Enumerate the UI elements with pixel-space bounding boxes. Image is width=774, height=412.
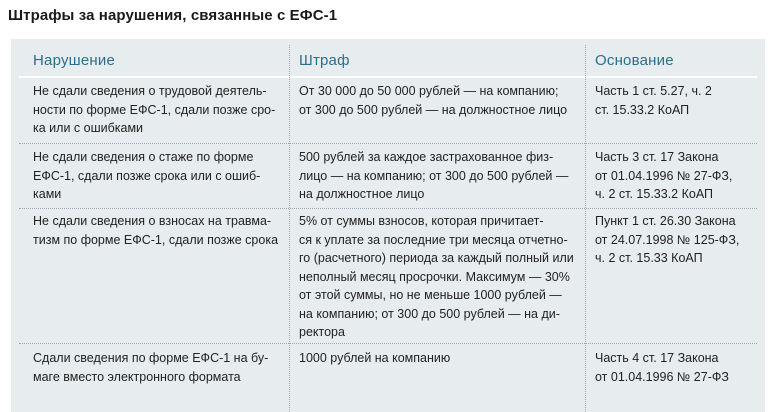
- table-row-violation: Не сдали сведения о взносах на травма- тизм по форме ЕФС-1, сдали позже срока: [33, 214, 279, 247]
- table-row-basis: Часть 4 ст. 17 Закона от 01.04.1996 № 27-ФЗ: [595, 351, 729, 384]
- column-divider: [289, 45, 290, 412]
- row-divider: [19, 208, 757, 209]
- table-row-basis: Часть 3 ст. 17 Закона от 01.04.1996 № 27-ФЗ, ч. 2 ст. 15.33.2 КоАП: [595, 150, 733, 201]
- table-row-fine: 500 рублей за каждое застрахованное физ- лицо — на компанию; от 300 до 500 рублей — на должностное лицо: [299, 150, 569, 201]
- row-divider: [19, 343, 757, 344]
- header-basis: Основание: [595, 52, 674, 69]
- fines-table: [11, 39, 765, 412]
- table-row-fine: 5% от суммы взносов, которая причитает- ся к уплате за последние три месяца отчетно- го (расчетного) периода за каждый полный или неполный месяц просрочки. Максимум — 30% от этой суммы, но не меньше 1000 рублей — на компанию; от 300 до 500 рублей — на ди- ректора: [299, 214, 574, 339]
- table-row-basis: Часть 1 ст. 5.27, ч. 2 ст. 15.33.2 КоАП: [595, 84, 712, 117]
- column-divider: [585, 45, 586, 412]
- header-divider: [19, 76, 757, 78]
- table-row-violation: Не сдали сведения о стаже по форме ЕФС-1, сдали позже срока или с ошиб- ками: [33, 150, 261, 201]
- header-violation: Нарушение: [33, 52, 116, 69]
- table-row-fine: 1000 рублей на компанию: [299, 351, 451, 365]
- header-fine: Штраф: [299, 52, 350, 69]
- row-divider: [19, 143, 757, 144]
- table-row-basis: Пункт 1 ст. 26.30 Закона от 24.07.1998 № 125-ФЗ, ч. 2 ст. 15.33 КоАП: [595, 214, 740, 265]
- table-header: [11, 39, 765, 77]
- table-row-violation: Не сдали сведения о трудовой деятель- ности по форме ЕФС-1, сдали позже сро- ка или с ошибками: [33, 84, 276, 135]
- table-row-fine: От 30 000 до 50 000 рублей — на компанию; от 300 до 500 рублей — на должностное лицо: [299, 84, 568, 117]
- table-row-violation: Сдали сведения по форме ЕФС-1 на бу- маге вместо электронного формата: [33, 351, 269, 384]
- page-title: Штрафы за нарушения, связанные с ЕФС-1: [8, 7, 338, 24]
